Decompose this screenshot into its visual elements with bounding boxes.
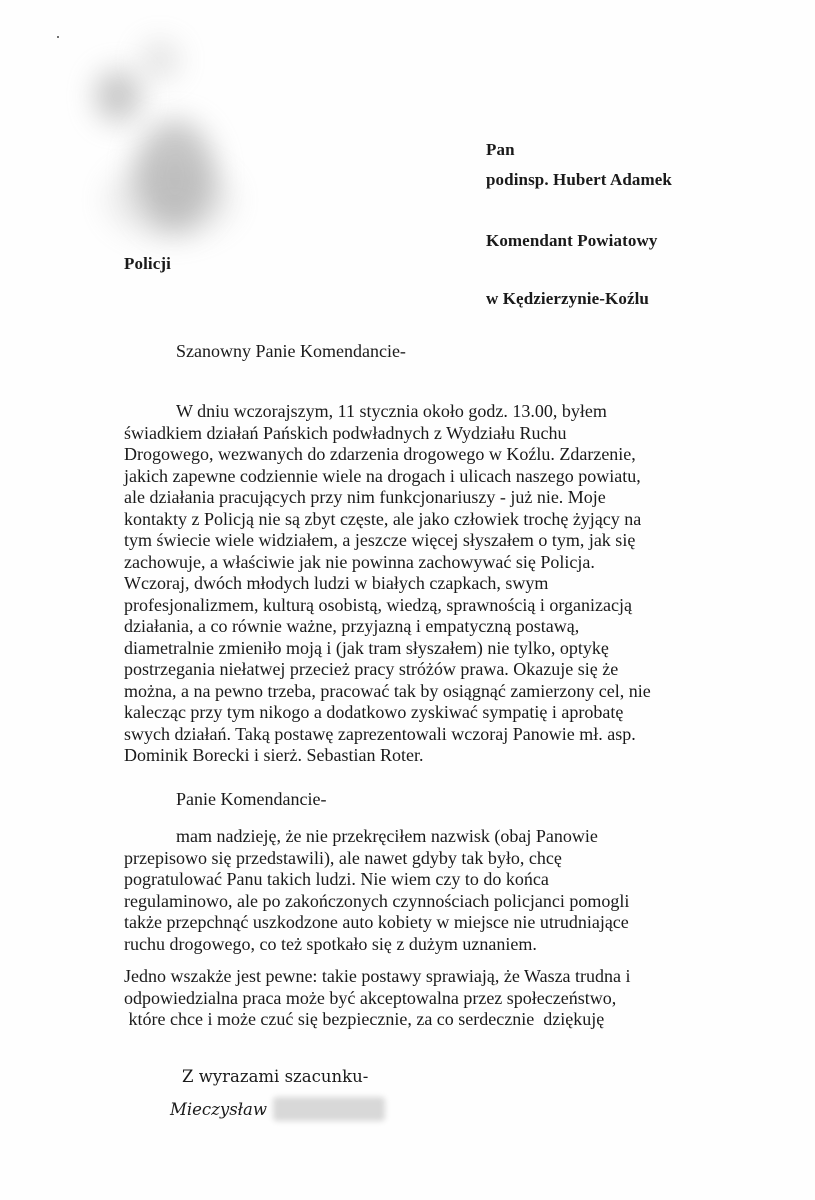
text-line: ale działania pracujących przy nim funkcjonariuszy - już nie. Moje	[124, 487, 606, 507]
paragraph-3	[124, 966, 764, 1031]
text-line: Jedno wszakże jest pewne: takie postawy sprawiają, że Wasza trudna i	[124, 966, 631, 986]
text-line: świadkiem działań Pańskich podwładnych z Wydziału Ruchu	[124, 422, 567, 443]
text-line: można, a na pewno trzeba, pracować tak by osiągnąć zamierzony cel, nie	[124, 680, 651, 701]
second-greeting: Panie Komendancie-	[176, 789, 327, 809]
text-line: mam nadzieję, że nie przekręciłem nazwisk (obaj Panowie	[176, 826, 598, 846]
redacted-surname	[273, 1097, 385, 1121]
closing: Z wyrazami szacunku-	[182, 1067, 369, 1086]
scan-speck	[57, 36, 59, 38]
signature-first-name: Mieczysław	[170, 1099, 267, 1119]
paragraph-2	[124, 826, 764, 955]
text-line: pogratulować Panu takich ludzi. Nie wiem czy to do końca	[124, 869, 549, 889]
text-line: jakich zapewne codziennie wiele na drogach i ulicach naszego powiatu,	[124, 465, 641, 486]
recipient-title: Komendant Powiatowy	[486, 231, 658, 250]
text-line: także przepchnąć uszkodzone auto kobiety w miejsce nie utrudniające	[124, 912, 629, 932]
greeting: Szanowny Panie Komendancie-	[176, 341, 406, 361]
text-line: swych działań. Taką postawę zaprezentowali wczoraj Panowie mł. asp.	[124, 723, 636, 744]
recipient-location: w Kędzierzynie-Koźlu	[486, 289, 649, 308]
text-line: odpowiedzialna praca może być akceptowalna przez społeczeństwo,	[124, 987, 617, 1008]
text-line: profesjonalizmem, kulturą osobistą, wiedzą, sprawnością i organizacją	[124, 594, 632, 615]
recipient-title-continuation: Policji	[124, 254, 171, 273]
recipient-salutation: Pan	[486, 140, 515, 159]
text-line: przepisowo się przedstawili), ale nawet gdyby tak było, chcę	[124, 847, 562, 868]
recipient-name: podinsp. Hubert Adamek	[486, 170, 672, 189]
text-line: postrzegania niełatwej przecież pracy stróżów prawa. Okazuje się że	[124, 659, 619, 679]
second-greeting-block	[124, 789, 764, 811]
paragraph-1	[124, 401, 764, 767]
text-line: zachowuje, a właściwie jak nie powinna zachowywać się Policja.	[124, 551, 595, 572]
text-line: które chce i może czuć się bezpiecznie, za co serdecznie dziękuję	[124, 1009, 605, 1029]
text-line: ruchu drogowego, co też spotkało się z dużym uznaniem.	[124, 933, 537, 954]
text-line: tym świecie wiele widziałem, a jeszcze więcej słyszałem o tym, jak się	[124, 530, 636, 550]
text-line: Dominik Borecki i sierż. Sebastian Roter.	[124, 745, 424, 765]
redaction-blur	[105, 160, 235, 240]
text-line: Drogowego, wezwanych do zdarzenia drogowego w Koźlu. Zdarzenie,	[124, 444, 636, 464]
text-line: Wczoraj, dwóch młodych ludzi w białych czapkach, swym	[124, 573, 549, 593]
text-line: kontakty z Policją nie są zbyt częste, ale jako człowiek trochę żyjący na	[124, 508, 642, 529]
text-line: kalecząc przy tym nikogo a dodatkowo zyskiwać sympatię i aprobatę	[124, 702, 624, 722]
text-line: regulaminowo, ale po zakończonych czynnościach policjanci pomogli	[124, 890, 630, 911]
redaction-blur	[95, 70, 141, 122]
text-line: W dniu wczorajszym, 11 stycznia około godz. 13.00, byłem	[176, 401, 607, 421]
text-line: diametralnie zmieniło moją i (jak tram słyszałem) nie tylko, optykę	[124, 637, 609, 658]
signature	[170, 1097, 385, 1121]
redaction-blur	[140, 40, 180, 80]
text-line: działania, a co równie ważne, przyjazną i empatyczną postawą,	[124, 616, 580, 636]
